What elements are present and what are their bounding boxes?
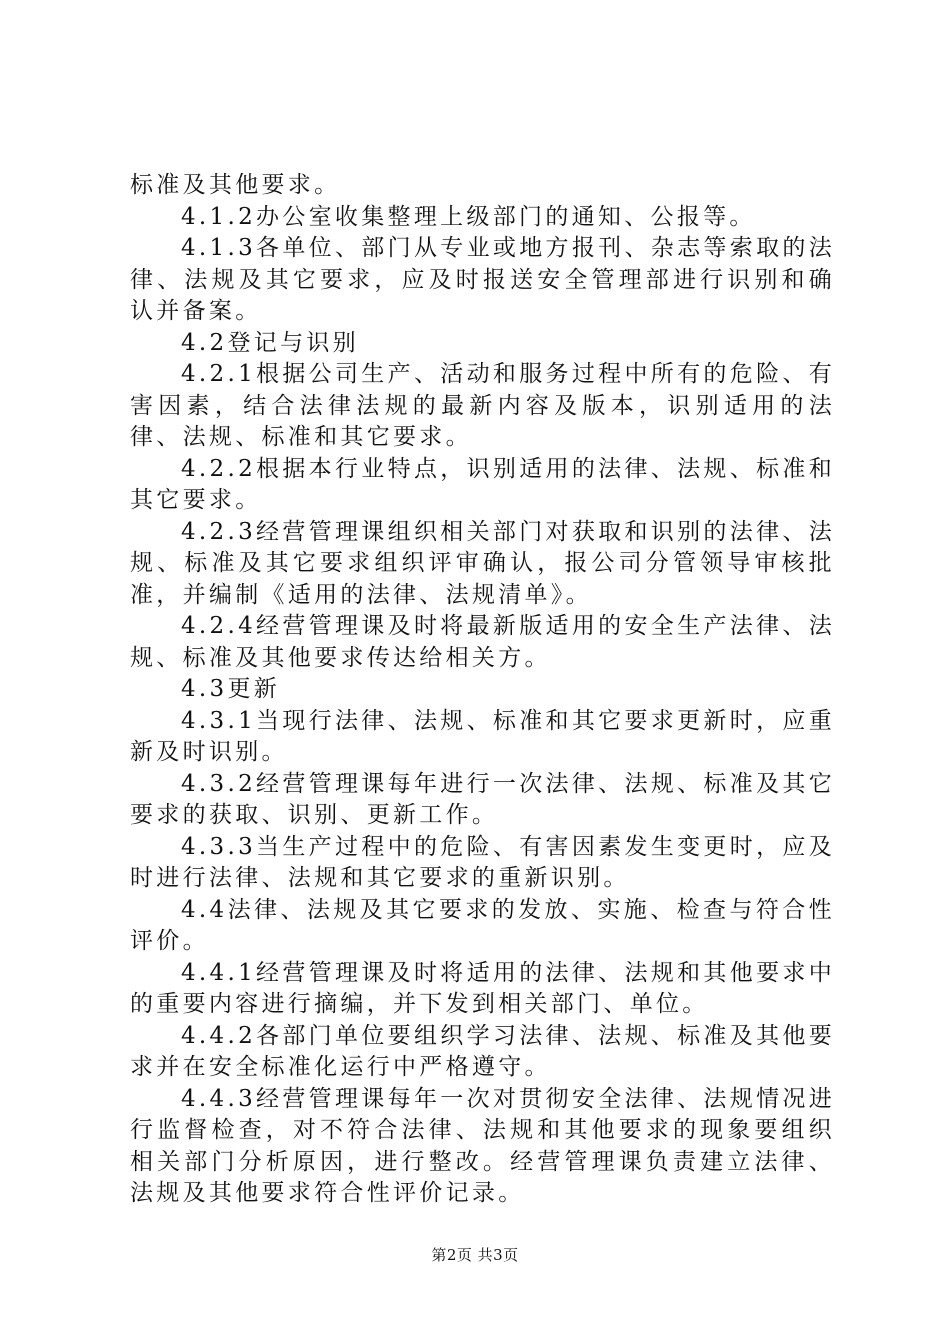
paragraph: 4.1.3各单位、部门从专业或地方报刊、杂志等索取的法律、法规及其它要求，应及时报送安全管理部进行识别和确认并备案。 xyxy=(130,235,835,324)
paragraph: 4.2.4经营管理课及时将最新版适用的安全生产法律、法规、标准及其他要求传达给相关方。 xyxy=(130,613,835,671)
paragraph: 标准及其他要求。 xyxy=(130,172,341,198)
paragraph: 4.2.1根据公司生产、活动和服务过程中所有的危险、有害因素，结合法律法规的最新内容及版本，识别适用的法律、法规、标准和其它要求。 xyxy=(130,361,835,450)
document-body xyxy=(130,170,835,1210)
paragraph: 4.2.3经营管理课组织相关部门对获取和识别的法律、法规、标准及其它要求组织评审确认，报公司分管领导审核批准，并编制《适用的法律、法规清单》。 xyxy=(130,518,835,608)
paragraph: 4.4.2各部门单位要组织学习法律、法规、标准及其他要求并在安全标准化运行中严格遵守。 xyxy=(130,1022,835,1080)
paragraph: 4.4.3经营管理课每年一次对贯彻安全法律、法规情况进行监督检查，对不符合法律、法规和其他要求的现象要组织相关部门分析原因，进行整改。经营管理课负责建立法律、法规及其他要求符合性评价记录。 xyxy=(130,1085,835,1206)
paragraph: 4.4.1经营管理课及时将适用的法律、法规和其他要求中的重要内容进行摘编，并下发到相关部门、单位。 xyxy=(130,959,835,1017)
paragraph: 4.4法律、法规及其它要求的发放、实施、检查与符合性评价。 xyxy=(130,896,835,954)
paragraph: 4.2.2根据本行业特点，识别适用的法律、法规、标准和其它要求。 xyxy=(130,455,835,513)
paragraph: 4.3.2经营管理课每年进行一次法律、法规、标准及其它要求的获取、识别、更新工作。 xyxy=(130,770,835,828)
paragraph: 4.3.1当现行法律、法规、标准和其它要求更新时，应重新及时识别。 xyxy=(130,707,835,765)
paragraph: 4.3.3当生产过程中的危险、有害因素发生变更时，应及时进行法律、法规和其它要求的重新识别。 xyxy=(130,833,835,891)
paragraph: 4.2登记与识别 xyxy=(181,329,359,356)
page-footer: 第2页 共3页 xyxy=(431,1246,519,1264)
paragraph: 4.3更新 xyxy=(181,676,281,702)
paragraph: 4.1.2办公室收集整理上级部门的通知、公报等。 xyxy=(181,203,756,230)
